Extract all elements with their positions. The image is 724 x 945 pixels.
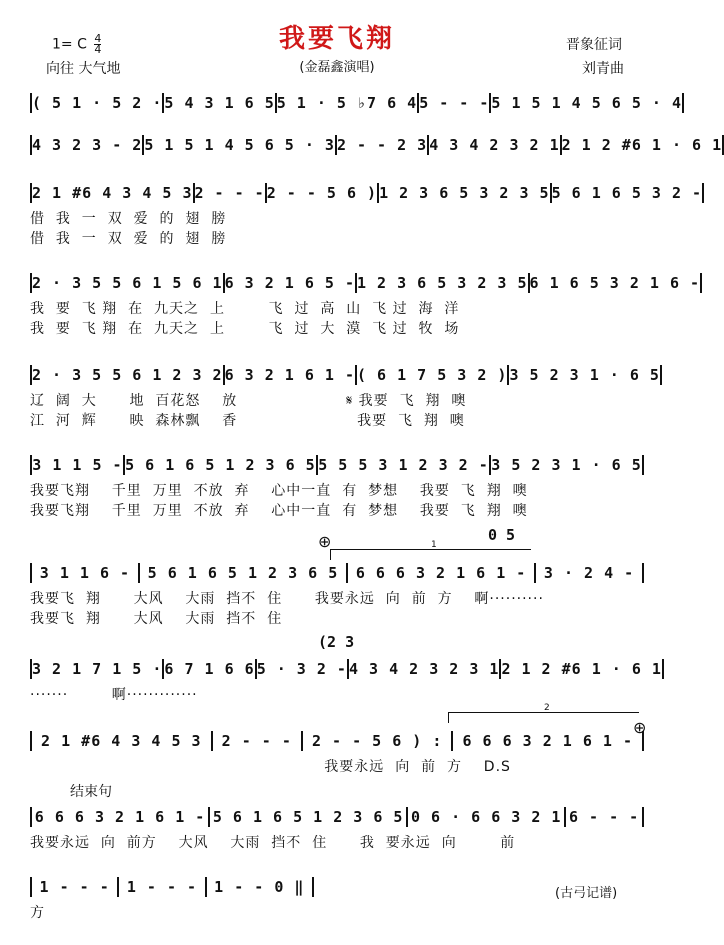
expression-mark: 向往 大气地 — [46, 61, 121, 77]
lyric-line: 我要飞翔 千里 万里 不放 弃 心中一直 有 梦想 我要 飞 翔 噢 — [30, 503, 528, 519]
time-numerator: 4 — [94, 32, 102, 45]
key-signature — [52, 34, 101, 55]
measure: 5 4 3 1 6 5 — [164, 94, 275, 112]
measure: 6 1 6 5 3 2 1 6 - — [529, 274, 701, 292]
lyric-line: 借 我 一 双 爱 的 翅 膀 — [30, 231, 227, 247]
measure: ( 5 1 · 5 2 · — [32, 94, 163, 112]
measure: ( 6 1 7 5 3 2 ) — [357, 366, 508, 384]
measure: 3 1 1 5 - — [32, 456, 123, 474]
time-signature — [94, 34, 101, 55]
measure: 2 1 2 #6 1 · 6 1 — [561, 136, 723, 154]
measure: 4 3 4 2 3 2 1 — [429, 136, 560, 154]
measure: 2 1 #6 4 3 4 5 3 — [32, 184, 193, 202]
barline — [642, 807, 644, 827]
measure: 6 6 6 3 2 1 6 1 - — [462, 732, 633, 750]
measure: 5 6 1 6 5 3 2 - — [551, 184, 703, 202]
measure: 6 6 6 3 2 1 6 1 - — [355, 564, 527, 582]
measure: 0 6 · 6 6 3 2 1 — [410, 808, 562, 826]
measure: 1 - - 0 ‖ — [214, 878, 305, 896]
key-label: 1= C — [52, 36, 87, 53]
notation-row — [30, 364, 660, 386]
measure: 2 - - 2 3 — [336, 136, 428, 154]
barline — [702, 183, 704, 203]
song-subtitle: (金磊鑫演唱) — [299, 60, 375, 75]
lyric-line: 我要飞翔 千里 万里 不放 弃 心中一直 有 梦想 我要 飞 翔 噢 — [30, 483, 528, 499]
measure: 3 5 2 3 1 · 6 5 — [491, 456, 642, 474]
notation-row — [30, 562, 644, 584]
volta-bracket-1: 1 — [330, 549, 531, 560]
measure: 2 - - - — [221, 732, 292, 750]
measure: 5 1 · 5 ♭7 6 4 — [276, 94, 418, 112]
notation-row — [30, 134, 723, 156]
notation-row — [30, 730, 644, 752]
notation-row — [30, 272, 701, 294]
measure: 5 1 5 1 4 5 6 5 · 4 — [491, 94, 682, 112]
lyric-line: 我 要 飞 翔 在 九天之 上 飞 过 高 山 飞 过 海 洋 — [30, 301, 460, 317]
composer-credit: 刘青曲 — [582, 61, 624, 77]
notation-row — [30, 876, 314, 898]
barline — [660, 365, 662, 385]
barline — [700, 273, 702, 293]
paren-number: (2 3 — [318, 633, 355, 651]
lyric-line: 我 要 飞 翔 在 九天之 上 飞 过 大 漠 飞 过 牧 场 — [30, 321, 460, 337]
measure: 2 · 3 5 5 6 1 2 3 2 — [32, 366, 223, 384]
volta-bracket-2: 2 — [448, 712, 639, 723]
measure: 4 3 4 2 3 2 3 1 — [348, 660, 500, 678]
measure: 6 6 6 3 2 1 6 1 - — [34, 808, 206, 826]
measure: 2 - - 5 6 ) : — [311, 732, 443, 750]
measure: 1 2 3 6 5 3 2 3 5 — [379, 184, 550, 202]
measure: 5 5 5 3 1 2 3 2 - — [318, 456, 489, 474]
measure: 3 5 2 3 1 · 6 5 — [509, 366, 660, 384]
repeat-start-number: 0 5 — [488, 526, 516, 544]
measure: 1 - - - — [39, 878, 110, 896]
measure: 3 1 1 6 - — [39, 564, 131, 582]
lyric-line: 辽 阔 大 地 百花怒 放 𝄋 我要 飞 翔 噢 — [30, 393, 467, 409]
barline — [642, 455, 644, 475]
measure: 5 · 3 2 - — [256, 660, 347, 678]
measure: 6 7 1 6 6 — [164, 660, 255, 678]
measure: 2 1 2 #6 1 · 6 1 — [501, 660, 662, 678]
ending-label: 结束句 — [70, 784, 112, 800]
lyric-line: 江 河 辉 映 森林飘 香 我要 飞 翔 噢 — [30, 413, 465, 429]
measure: 6 3 2 1 6 1 - — [224, 366, 355, 384]
measure: 5 6 1 6 5 1 2 3 6 5 — [147, 564, 339, 582]
measure: 2 - - - — [194, 184, 265, 202]
measure: 1 2 3 6 5 3 2 3 5 — [357, 274, 528, 292]
measure: 4 3 2 3 - 2 — [32, 136, 143, 154]
measure: 5 - - - — [419, 94, 490, 112]
measure: 5 6 1 6 5 1 2 3 6 5 — [212, 808, 404, 826]
measure: 6 - - - — [569, 808, 640, 826]
notation-row — [30, 806, 644, 828]
notation-row — [30, 92, 682, 114]
measure: 2 1 #6 4 3 4 5 3 — [41, 732, 202, 750]
measure: 1 - - - — [126, 878, 198, 896]
measure: 3 2 1 7 1 5 · — [32, 660, 163, 678]
source-note: (古弓记谱) — [555, 886, 618, 901]
notation-row — [30, 454, 644, 476]
lyric-line: 借 我 一 双 爱 的 翅 膀 — [30, 211, 227, 227]
notation-row — [30, 182, 703, 204]
lyric-line: 我要飞 翔 大风 大雨 挡不 住 — [30, 611, 283, 627]
lyric-line: 我要永远 向 前方 大风 大雨 挡不 住 我 要永远 向 前 — [30, 835, 516, 851]
measure: 5 1 5 1 4 5 6 5 · 3 — [144, 136, 335, 154]
measure: 2 · 3 5 5 6 1 5 6 1 — [32, 274, 223, 292]
barline — [642, 563, 644, 583]
lyric-line: 我要永远 向 前 方 D.S — [30, 759, 511, 775]
lyric-line: 我要飞 翔 大风 大雨 挡不 住 我要永远 向 前 方 啊·········· — [30, 591, 544, 607]
coda-sign-icon: ⊕ — [318, 532, 332, 551]
measure: 2 - - 5 6 ) — [266, 184, 378, 202]
measure: 3 · 2 4 - — [543, 564, 635, 582]
notation-row — [30, 658, 662, 680]
lyricist-credit: 晋象征词 — [566, 37, 622, 53]
measure: 6 3 2 1 6 5 - — [224, 274, 355, 292]
lyric-line: ······· 啊············· — [30, 687, 198, 703]
barline — [682, 93, 684, 113]
time-denominator: 4 — [94, 43, 102, 56]
barline — [312, 877, 314, 897]
measure: 5 6 1 6 5 1 2 3 6 5 — [125, 456, 316, 474]
song-title: 我要飞翔 — [278, 24, 395, 54]
barline — [662, 659, 664, 679]
lyric-line: 方 — [30, 905, 45, 921]
coda-sign-end-icon: ⊕ — [633, 718, 647, 737]
